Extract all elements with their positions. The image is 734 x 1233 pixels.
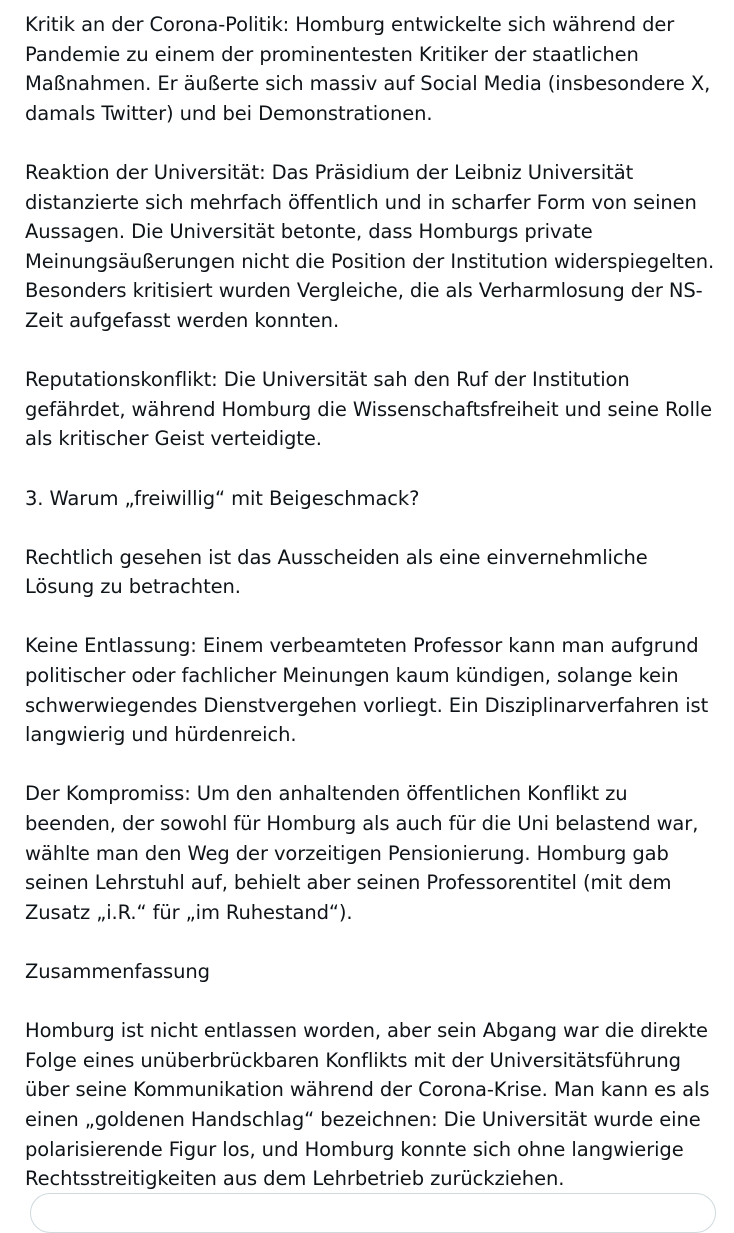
section-heading-zusammenfassung: Zusammenfassung [25, 960, 210, 983]
paragraph-rechtlich: Rechtlich gesehen ist das Ausscheiden als eine einvernehmliche Lösung zu betrachten. [25, 545, 648, 599]
section-heading-freiwillig: 3. Warum „freiwillig“ mit Beigeschmack? [25, 486, 420, 510]
paragraph-kritik: Kritik an der Corona-Politik: Homburg entwickelte sich während der Pandemie zu einem der prominentesten Kritiker der staatlichen Maßnahmen. Er äußerte sich massiv auf Social Media (insbesondere X, damals Twitter) und bei Demonstrationen. [25, 13, 711, 125]
paragraph-summary: Homburg ist nicht entlassen worden, aber sein Abgang war die direkte Folge eines unüberbrückbaren Konflikts mit der Universitätsführung über seine Kommunikation während der Corona-Krise. Man kann es als einen „goldenen Handschlag“ bezeichnen: Die Universität wurde eine polarisierende Figur los, und Homburg konnte sich ohne langwierige Rechtsstreitigkeiten aus dem Lehrbetrieb zurückziehen. [25, 1019, 710, 1191]
reply-input-box[interactable] [30, 1193, 716, 1233]
paragraph-reputationskonflikt: Reputationskonflikt: Die Universität sah den Ruf der Institution gefährdet, während Homburg die Wissenschaftsfreiheit und seine Rolle als kritischer Geist verteidigte. [25, 368, 712, 451]
paragraph-reaktion: Reaktion der Universität: Das Präsidium der Leibniz Universität distanzierte sich mehrfach öffentlich und in scharfer Form von seinen Aussagen. Die Universität betonte, dass Homburgs private Meinungsäußerungen nicht die Position der Institution widerspiegelten. Besonders kritisiert wurden Vergleiche, die als Verharmlosung der NS-Zeit aufgefasst werden konnten. [25, 160, 715, 332]
paragraph-kompromiss: Der Kompromiss: Um den anhaltenden öffentlichen Konflikt zu beenden, der sowohl für Homburg als auch für die Uni belastend war, wählte man den Weg der vorzeitigen Pensionierung. Homburg gab seinen Lehrstuhl auf, behielt aber seinen Professorentitel (mit dem Zusatz „i.R.“ für „im Ruhestand“). [25, 782, 699, 924]
paragraph-keine-entlassung: Keine Entlassung: Einem verbeamteten Professor kann man aufgrund politischer oder fachlicher Meinungen kaum kündigen, solange kein schwerwiegendes Dienstvergehen vorliegt. Ein Disziplinarverfahren ist langwierig und hürdenreich. [25, 634, 709, 747]
post-text [25, 10, 715, 1194]
